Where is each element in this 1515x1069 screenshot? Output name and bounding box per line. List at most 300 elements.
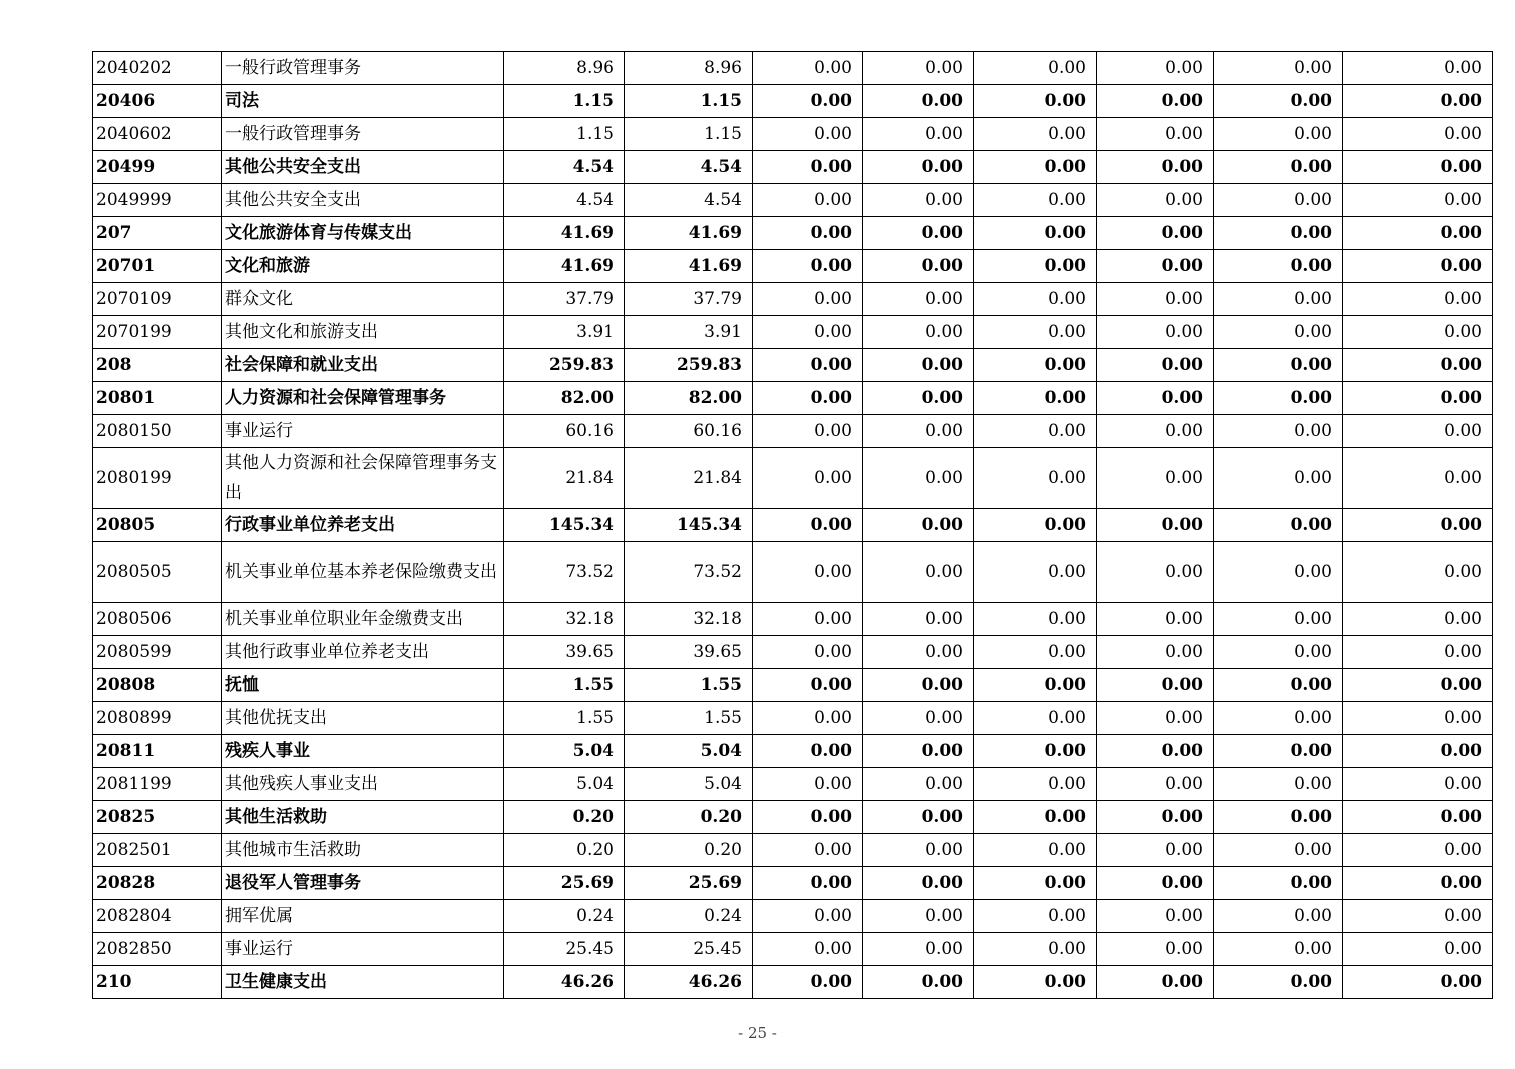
amount-cell: 0.20 — [625, 834, 753, 867]
amount-cell: 25.45 — [504, 933, 625, 966]
amount-cell: 1.55 — [625, 669, 753, 702]
amount-cell: 41.69 — [625, 217, 753, 250]
amount-cell: 0.00 — [1097, 542, 1214, 603]
amount-cell: 37.79 — [625, 283, 753, 316]
amount-cell: 0.00 — [863, 151, 974, 184]
amount-cell: 0.00 — [753, 382, 863, 415]
account-code-cell: 20499 — [93, 151, 222, 184]
amount-cell: 0.00 — [974, 382, 1097, 415]
amount-cell: 0.00 — [974, 542, 1097, 603]
amount-cell: 0.00 — [863, 316, 974, 349]
amount-cell: 0.00 — [1343, 184, 1493, 217]
account-name-cell: 社会保障和就业支出 — [222, 349, 504, 382]
amount-cell: 41.69 — [504, 250, 625, 283]
amount-cell: 0.00 — [1097, 702, 1214, 735]
table-row — [93, 283, 1493, 316]
account-name-cell: 群众文化 — [222, 283, 504, 316]
amount-cell: 0.00 — [1214, 702, 1343, 735]
table-row — [93, 184, 1493, 217]
amount-cell: 0.00 — [1343, 933, 1493, 966]
amount-cell: 0.00 — [753, 448, 863, 509]
amount-cell: 0.00 — [1097, 184, 1214, 217]
account-code-cell: 2080150 — [93, 415, 222, 448]
amount-cell: 0.00 — [974, 316, 1097, 349]
amount-cell: 0.00 — [1097, 85, 1214, 118]
amount-cell: 0.00 — [1097, 151, 1214, 184]
amount-cell: 0.00 — [1097, 250, 1214, 283]
amount-cell: 0.00 — [863, 768, 974, 801]
amount-cell: 0.00 — [753, 900, 863, 933]
table-row — [93, 448, 1493, 509]
account-name-cell: 其他残疾人事业支出 — [222, 768, 504, 801]
account-code-cell: 2082501 — [93, 834, 222, 867]
account-code-cell: 20828 — [93, 867, 222, 900]
amount-cell: 0.00 — [753, 349, 863, 382]
amount-cell: 0.00 — [753, 834, 863, 867]
account-code-cell: 2040202 — [93, 52, 222, 85]
account-code-cell: 2080505 — [93, 542, 222, 603]
table-row — [93, 85, 1493, 118]
amount-cell: 145.34 — [625, 509, 753, 542]
amount-cell: 0.00 — [1214, 118, 1343, 151]
amount-cell: 0.00 — [974, 735, 1097, 768]
account-name-cell: 残疾人事业 — [222, 735, 504, 768]
amount-cell: 73.52 — [504, 542, 625, 603]
amount-cell: 0.00 — [1214, 509, 1343, 542]
amount-cell: 41.69 — [504, 217, 625, 250]
amount-cell: 0.00 — [1214, 283, 1343, 316]
amount-cell: 0.00 — [863, 801, 974, 834]
amount-cell: 0.00 — [863, 448, 974, 509]
table-row — [93, 382, 1493, 415]
table-row — [93, 768, 1493, 801]
account-code-cell: 20811 — [93, 735, 222, 768]
amount-cell: 0.00 — [753, 603, 863, 636]
amount-cell: 0.00 — [1214, 834, 1343, 867]
amount-cell: 0.00 — [863, 966, 974, 999]
amount-cell: 0.20 — [504, 801, 625, 834]
amount-cell: 0.00 — [1214, 603, 1343, 636]
amount-cell: 0.20 — [504, 834, 625, 867]
amount-cell: 0.00 — [1097, 448, 1214, 509]
account-name-cell: 事业运行 — [222, 933, 504, 966]
account-name-cell: 卫生健康支出 — [222, 966, 504, 999]
amount-cell: 0.00 — [1343, 636, 1493, 669]
amount-cell: 0.00 — [1343, 900, 1493, 933]
amount-cell: 0.00 — [1343, 217, 1493, 250]
amount-cell: 0.00 — [1214, 85, 1343, 118]
account-code-cell: 20805 — [93, 509, 222, 542]
amount-cell: 1.15 — [504, 85, 625, 118]
amount-cell: 0.00 — [863, 834, 974, 867]
amount-cell: 0.00 — [974, 250, 1097, 283]
account-code-cell: 2082850 — [93, 933, 222, 966]
table-row — [93, 735, 1493, 768]
account-name-cell: 行政事业单位养老支出 — [222, 509, 504, 542]
amount-cell: 0.00 — [863, 217, 974, 250]
amount-cell: 0.00 — [974, 867, 1097, 900]
account-name-cell: 其他人力资源和社会保障管理事务支出 — [222, 448, 504, 509]
amount-cell: 0.00 — [974, 636, 1097, 669]
amount-cell: 25.69 — [625, 867, 753, 900]
account-name-cell: 文化旅游体育与传媒支出 — [222, 217, 504, 250]
amount-cell: 0.00 — [1214, 184, 1343, 217]
amount-cell: 0.00 — [1343, 867, 1493, 900]
amount-cell: 0.00 — [1097, 118, 1214, 151]
table-row — [93, 603, 1493, 636]
amount-cell: 0.00 — [1097, 768, 1214, 801]
amount-cell: 0.00 — [863, 349, 974, 382]
amount-cell: 82.00 — [625, 382, 753, 415]
amount-cell: 0.00 — [974, 349, 1097, 382]
table-row — [93, 702, 1493, 735]
amount-cell: 0.00 — [863, 542, 974, 603]
amount-cell: 0.00 — [1343, 151, 1493, 184]
account-name-cell: 司法 — [222, 85, 504, 118]
account-code-cell: 207 — [93, 217, 222, 250]
amount-cell: 0.00 — [863, 382, 974, 415]
amount-cell: 0.00 — [1214, 349, 1343, 382]
amount-cell: 0.00 — [753, 669, 863, 702]
table-row — [93, 801, 1493, 834]
account-name-cell: 其他生活救助 — [222, 801, 504, 834]
table-row — [93, 867, 1493, 900]
amount-cell: 0.00 — [1343, 415, 1493, 448]
amount-cell: 259.83 — [504, 349, 625, 382]
account-code-cell: 2080506 — [93, 603, 222, 636]
amount-cell: 0.00 — [1214, 415, 1343, 448]
page-number: - 25 - — [738, 1024, 777, 1042]
amount-cell: 0.00 — [1343, 603, 1493, 636]
amount-cell: 0.00 — [974, 933, 1097, 966]
amount-cell: 0.00 — [974, 900, 1097, 933]
amount-cell: 0.00 — [753, 118, 863, 151]
table-row — [93, 349, 1493, 382]
amount-cell: 0.00 — [1214, 448, 1343, 509]
amount-cell: 0.00 — [753, 217, 863, 250]
account-name-cell: 其他文化和旅游支出 — [222, 316, 504, 349]
amount-cell: 1.55 — [504, 702, 625, 735]
amount-cell: 60.16 — [504, 415, 625, 448]
amount-cell: 32.18 — [504, 603, 625, 636]
amount-cell: 0.00 — [863, 702, 974, 735]
account-name-cell: 事业运行 — [222, 415, 504, 448]
amount-cell: 37.79 — [504, 283, 625, 316]
amount-cell: 0.00 — [974, 801, 1097, 834]
amount-cell: 0.00 — [753, 283, 863, 316]
amount-cell: 0.00 — [1343, 250, 1493, 283]
amount-cell: 0.00 — [1214, 52, 1343, 85]
amount-cell: 0.00 — [753, 509, 863, 542]
account-name-cell: 其他行政事业单位养老支出 — [222, 636, 504, 669]
table-row — [93, 415, 1493, 448]
amount-cell: 0.00 — [1097, 966, 1214, 999]
amount-cell: 0.00 — [974, 669, 1097, 702]
amount-cell: 21.84 — [504, 448, 625, 509]
amount-cell: 0.00 — [863, 415, 974, 448]
amount-cell: 0.00 — [974, 151, 1097, 184]
table-row — [93, 933, 1493, 966]
account-code-cell: 2040602 — [93, 118, 222, 151]
amount-cell: 0.00 — [1214, 217, 1343, 250]
amount-cell: 0.00 — [1343, 448, 1493, 509]
amount-cell: 0.00 — [753, 735, 863, 768]
budget-table — [92, 51, 1493, 999]
amount-cell: 0.00 — [863, 250, 974, 283]
amount-cell: 0.00 — [863, 509, 974, 542]
amount-cell: 4.54 — [625, 151, 753, 184]
amount-cell: 3.91 — [504, 316, 625, 349]
amount-cell: 0.00 — [1343, 542, 1493, 603]
table-row — [93, 966, 1493, 999]
account-name-cell: 其他优抚支出 — [222, 702, 504, 735]
amount-cell: 1.15 — [504, 118, 625, 151]
table-body — [93, 52, 1493, 999]
account-code-cell: 2082804 — [93, 900, 222, 933]
amount-cell: 0.24 — [625, 900, 753, 933]
amount-cell: 0.00 — [1097, 52, 1214, 85]
amount-cell: 0.00 — [1343, 801, 1493, 834]
account-code-cell: 2080599 — [93, 636, 222, 669]
amount-cell: 0.00 — [1343, 283, 1493, 316]
amount-cell: 0.00 — [863, 900, 974, 933]
amount-cell: 4.54 — [504, 151, 625, 184]
table-row — [93, 217, 1493, 250]
amount-cell: 0.00 — [1214, 768, 1343, 801]
amount-cell: 1.15 — [625, 118, 753, 151]
amount-cell: 0.00 — [753, 250, 863, 283]
amount-cell: 25.45 — [625, 933, 753, 966]
account-code-cell: 2049999 — [93, 184, 222, 217]
amount-cell: 8.96 — [625, 52, 753, 85]
amount-cell: 0.00 — [753, 184, 863, 217]
amount-cell: 0.00 — [1214, 900, 1343, 933]
amount-cell: 0.00 — [753, 316, 863, 349]
amount-cell: 0.00 — [753, 85, 863, 118]
amount-cell: 0.00 — [1097, 603, 1214, 636]
amount-cell: 0.00 — [753, 768, 863, 801]
amount-cell: 0.00 — [1343, 349, 1493, 382]
amount-cell: 0.00 — [974, 448, 1097, 509]
table-row — [93, 118, 1493, 151]
amount-cell: 5.04 — [625, 735, 753, 768]
account-code-cell: 2070199 — [93, 316, 222, 349]
amount-cell: 0.00 — [863, 867, 974, 900]
amount-cell: 0.00 — [1343, 85, 1493, 118]
amount-cell: 0.00 — [1343, 735, 1493, 768]
amount-cell: 0.00 — [863, 603, 974, 636]
account-name-cell: 机关事业单位职业年金缴费支出 — [222, 603, 504, 636]
amount-cell: 46.26 — [504, 966, 625, 999]
amount-cell: 0.00 — [1214, 735, 1343, 768]
amount-cell: 0.00 — [753, 702, 863, 735]
amount-cell: 0.00 — [753, 801, 863, 834]
amount-cell: 0.00 — [974, 283, 1097, 316]
amount-cell: 0.00 — [1097, 867, 1214, 900]
amount-cell: 0.00 — [1214, 250, 1343, 283]
account-name-cell: 一般行政管理事务 — [222, 52, 504, 85]
account-code-cell: 210 — [93, 966, 222, 999]
amount-cell: 0.00 — [863, 118, 974, 151]
amount-cell: 0.00 — [974, 415, 1097, 448]
amount-cell: 0.00 — [1343, 52, 1493, 85]
table-row — [93, 151, 1493, 184]
table-row — [93, 834, 1493, 867]
account-code-cell: 20406 — [93, 85, 222, 118]
account-code-cell: 20808 — [93, 669, 222, 702]
amount-cell: 0.00 — [1214, 382, 1343, 415]
account-code-cell: 2080199 — [93, 448, 222, 509]
amount-cell: 1.15 — [625, 85, 753, 118]
amount-cell: 41.69 — [625, 250, 753, 283]
table-row — [93, 669, 1493, 702]
amount-cell: 0.00 — [753, 151, 863, 184]
amount-cell: 0.00 — [1343, 834, 1493, 867]
account-name-cell: 抚恤 — [222, 669, 504, 702]
table-row — [93, 52, 1493, 85]
table-row — [93, 542, 1493, 603]
amount-cell: 259.83 — [625, 349, 753, 382]
amount-cell: 0.00 — [863, 85, 974, 118]
amount-cell: 0.00 — [1097, 933, 1214, 966]
amount-cell: 0.00 — [753, 867, 863, 900]
amount-cell: 0.00 — [863, 735, 974, 768]
amount-cell: 0.00 — [1097, 349, 1214, 382]
amount-cell: 32.18 — [625, 603, 753, 636]
amount-cell: 73.52 — [625, 542, 753, 603]
amount-cell: 0.00 — [1214, 867, 1343, 900]
amount-cell: 60.16 — [625, 415, 753, 448]
amount-cell: 0.00 — [974, 702, 1097, 735]
amount-cell: 21.84 — [625, 448, 753, 509]
table-row — [93, 250, 1493, 283]
amount-cell: 0.00 — [753, 415, 863, 448]
amount-cell: 0.00 — [1097, 834, 1214, 867]
amount-cell: 0.00 — [753, 636, 863, 669]
amount-cell: 0.00 — [1343, 382, 1493, 415]
amount-cell: 0.00 — [1343, 509, 1493, 542]
amount-cell: 0.00 — [1214, 636, 1343, 669]
amount-cell: 0.00 — [974, 966, 1097, 999]
table-row — [93, 509, 1493, 542]
account-name-cell: 一般行政管理事务 — [222, 118, 504, 151]
amount-cell: 0.00 — [1097, 735, 1214, 768]
amount-cell: 0.24 — [504, 900, 625, 933]
amount-cell: 1.55 — [504, 669, 625, 702]
amount-cell: 0.00 — [974, 85, 1097, 118]
amount-cell: 0.00 — [1343, 702, 1493, 735]
account-name-cell: 拥军优属 — [222, 900, 504, 933]
amount-cell: 0.00 — [974, 768, 1097, 801]
amount-cell: 0.00 — [753, 933, 863, 966]
amount-cell: 0.00 — [863, 636, 974, 669]
amount-cell: 0.00 — [1214, 542, 1343, 603]
amount-cell: 5.04 — [625, 768, 753, 801]
amount-cell: 0.00 — [1097, 382, 1214, 415]
amount-cell: 5.04 — [504, 768, 625, 801]
amount-cell: 1.55 — [625, 702, 753, 735]
account-name-cell: 其他城市生活救助 — [222, 834, 504, 867]
amount-cell: 0.00 — [753, 542, 863, 603]
account-name-cell: 人力资源和社会保障管理事务 — [222, 382, 504, 415]
amount-cell: 0.00 — [1343, 118, 1493, 151]
amount-cell: 0.20 — [625, 801, 753, 834]
amount-cell: 82.00 — [504, 382, 625, 415]
table-row — [93, 636, 1493, 669]
amount-cell: 0.00 — [863, 933, 974, 966]
amount-cell: 46.26 — [625, 966, 753, 999]
amount-cell: 0.00 — [863, 283, 974, 316]
table-row — [93, 316, 1493, 349]
account-code-cell: 2081199 — [93, 768, 222, 801]
amount-cell: 0.00 — [1214, 933, 1343, 966]
amount-cell: 0.00 — [1343, 669, 1493, 702]
amount-cell: 145.34 — [504, 509, 625, 542]
amount-cell: 0.00 — [1097, 283, 1214, 316]
amount-cell: 0.00 — [863, 669, 974, 702]
amount-cell: 0.00 — [974, 184, 1097, 217]
account-name-cell: 其他公共安全支出 — [222, 151, 504, 184]
amount-cell: 39.65 — [625, 636, 753, 669]
account-name-cell: 其他公共安全支出 — [222, 184, 504, 217]
account-code-cell: 2070109 — [93, 283, 222, 316]
amount-cell: 25.69 — [504, 867, 625, 900]
amount-cell: 0.00 — [1214, 316, 1343, 349]
account-code-cell: 208 — [93, 349, 222, 382]
amount-cell: 0.00 — [1343, 966, 1493, 999]
amount-cell: 0.00 — [1097, 217, 1214, 250]
amount-cell: 4.54 — [504, 184, 625, 217]
amount-cell: 0.00 — [974, 52, 1097, 85]
amount-cell: 0.00 — [1097, 316, 1214, 349]
account-code-cell: 20825 — [93, 801, 222, 834]
account-name-cell: 机关事业单位基本养老保险缴费支出 — [222, 542, 504, 603]
amount-cell: 0.00 — [1343, 768, 1493, 801]
amount-cell: 0.00 — [974, 834, 1097, 867]
amount-cell: 0.00 — [1097, 801, 1214, 834]
amount-cell: 0.00 — [1214, 801, 1343, 834]
amount-cell: 0.00 — [1214, 669, 1343, 702]
account-code-cell: 20801 — [93, 382, 222, 415]
amount-cell: 0.00 — [974, 217, 1097, 250]
amount-cell: 8.96 — [504, 52, 625, 85]
amount-cell: 0.00 — [863, 52, 974, 85]
amount-cell: 0.00 — [1097, 636, 1214, 669]
amount-cell: 0.00 — [974, 603, 1097, 636]
amount-cell: 0.00 — [1343, 316, 1493, 349]
account-code-cell: 2080899 — [93, 702, 222, 735]
account-name-cell: 文化和旅游 — [222, 250, 504, 283]
amount-cell: 0.00 — [753, 966, 863, 999]
amount-cell: 3.91 — [625, 316, 753, 349]
amount-cell: 0.00 — [1097, 669, 1214, 702]
account-code-cell: 20701 — [93, 250, 222, 283]
account-name-cell: 退役军人管理事务 — [222, 867, 504, 900]
amount-cell: 0.00 — [863, 184, 974, 217]
amount-cell: 0.00 — [1214, 151, 1343, 184]
amount-cell: 0.00 — [1214, 966, 1343, 999]
amount-cell: 0.00 — [1097, 900, 1214, 933]
amount-cell: 0.00 — [753, 52, 863, 85]
table-row — [93, 900, 1493, 933]
amount-cell: 0.00 — [1097, 509, 1214, 542]
amount-cell: 39.65 — [504, 636, 625, 669]
amount-cell: 0.00 — [974, 509, 1097, 542]
amount-cell: 0.00 — [974, 118, 1097, 151]
amount-cell: 4.54 — [625, 184, 753, 217]
amount-cell: 5.04 — [504, 735, 625, 768]
amount-cell: 0.00 — [1097, 415, 1214, 448]
